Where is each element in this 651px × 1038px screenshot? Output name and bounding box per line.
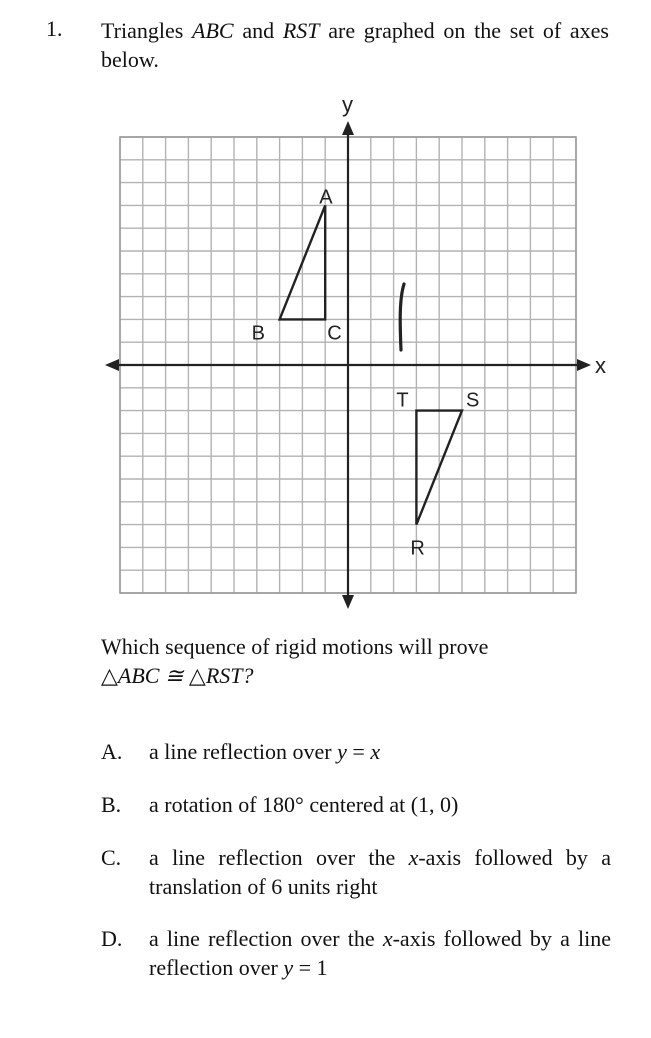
- choice-text-part: a line reflection over the: [149, 926, 383, 951]
- choice-text: [149, 924, 611, 982]
- coordinate-graph: [95, 88, 625, 618]
- choice-letter: C.: [101, 845, 122, 870]
- choice-text-part: a line reflection over: [149, 739, 338, 764]
- vertex-label-s: S: [466, 389, 480, 412]
- vertex-label-c: C: [327, 322, 342, 345]
- triangle-name-abc: ABC: [192, 18, 234, 43]
- choice-var: y: [283, 955, 294, 980]
- vertex-label-r: R: [410, 537, 425, 560]
- vertex-label-a: A: [319, 186, 333, 209]
- x-axis-arrow-right-icon: [577, 359, 591, 371]
- vertex-label-t: T: [396, 389, 409, 412]
- choice-var: x: [408, 845, 419, 870]
- choice-text: [149, 843, 611, 901]
- question-stem: [101, 16, 609, 74]
- y-axis-arrow-up-icon: [342, 121, 354, 135]
- vertex-label-b: B: [251, 322, 265, 345]
- triangles: [252, 186, 480, 559]
- prompt-statement: △ABC ≅ △RST?: [101, 663, 254, 688]
- stem-text: and: [233, 18, 283, 43]
- choice-var: x: [370, 739, 381, 764]
- stem-text: are graphed on the set of axes below.: [101, 18, 609, 72]
- stem-text: Triangles: [101, 18, 193, 43]
- choice-text-part: -axis followed by a translation of 6 units right: [149, 845, 611, 899]
- choice-text-part: -axis followed by a line reflection over: [149, 926, 611, 980]
- choice-text-part: a rotation of 180° centered at (1, 0): [149, 792, 459, 817]
- choice-letter: A.: [101, 739, 123, 764]
- pen-mark: [400, 284, 404, 350]
- triangle-name-rst: RST: [282, 18, 320, 43]
- choice-letter: B.: [101, 792, 122, 817]
- choice-text-part: a line reflection over the: [149, 845, 409, 870]
- question-number: 1.: [46, 16, 63, 41]
- prompt-lead: Which sequence of rigid motions will prove: [101, 634, 489, 659]
- choice-var: x: [382, 926, 393, 951]
- choice-text-part: = 1: [293, 955, 328, 980]
- y-axis-arrow-down-icon: [342, 595, 354, 609]
- x-axis-arrow-left-icon: [105, 359, 119, 371]
- choice-text: [149, 790, 611, 819]
- question-prompt: [101, 632, 571, 690]
- choice-var: y: [337, 739, 347, 764]
- choice-text: [149, 737, 611, 766]
- x-axis-label: x: [595, 353, 606, 378]
- choice-letter: D.: [101, 926, 123, 951]
- choice-text-part: =: [346, 739, 371, 764]
- y-axis-label: y: [342, 92, 353, 117]
